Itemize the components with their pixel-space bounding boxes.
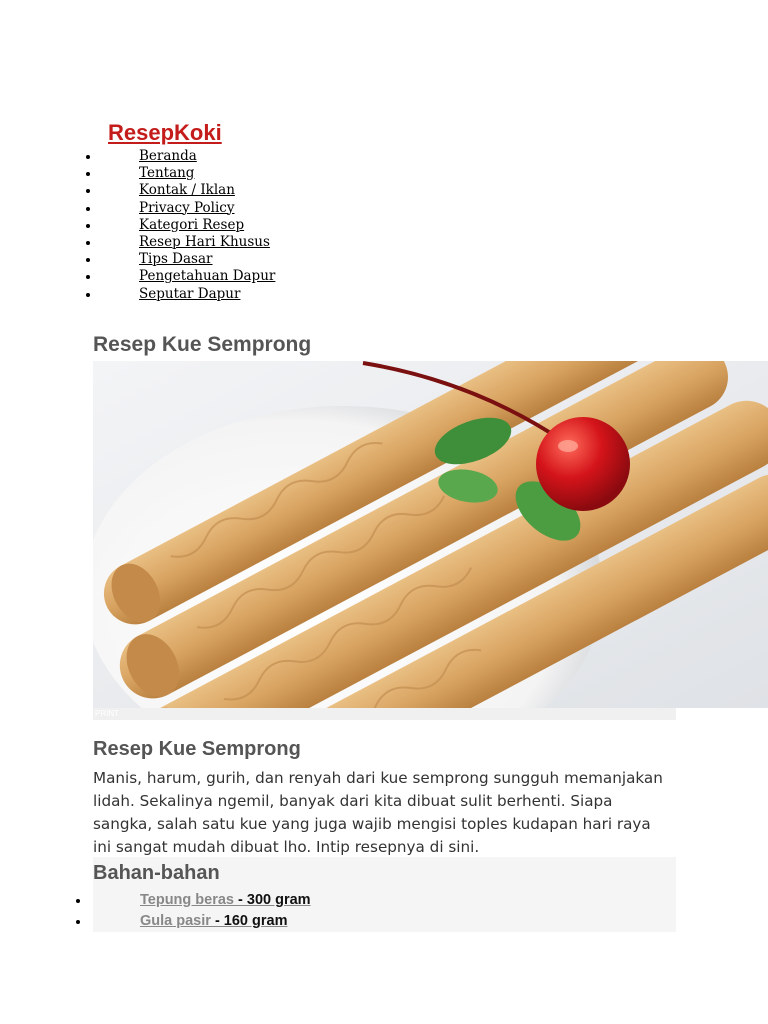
recipe-subtitle: Resep Kue Semprong [93,738,301,760]
bullet-icon [86,207,90,211]
ingredient-link[interactable]: Gula pasir [140,913,211,929]
bullet-icon [76,899,80,903]
bullet-icon [86,155,90,159]
bullet-icon [86,293,90,297]
recipe-description: Manis, harum, gurih, dan renyah dari kue semprong sungguh memanjakan lidah. Sekalinya ngemil, banyak dari kita dibuat sulit berhenti. Siapa sangka, salah satu kue yang juga wajib mengisi toples kudapan hari raya ini sangat mudah dibuat lho. Intip resepnya di sini. [93,769,663,856]
post-title: Resep Kue Semprong [93,333,312,356]
recipe-hero-image [93,361,768,708]
nav-link-privacy[interactable]: Privacy Policy [139,199,235,216]
nav-link-kategori[interactable]: Kategori Resep [139,216,245,233]
bullet-icon [86,172,90,176]
nav-link-tentang[interactable]: Tentang [139,165,195,182]
ingredient-row-0 [140,890,311,911]
nav-link-pengetahuan[interactable]: Pengetahuan Dapur [139,268,276,285]
kue-semprong-photo [93,361,768,708]
ingredient-amount: - 300 gram [234,892,311,908]
bullet-icon [76,920,80,924]
nav-link-kontak[interactable]: Kontak / Iklan [139,182,235,199]
image-caption: PRINT [95,709,119,718]
ingredient-row-1 [140,911,288,932]
nav-link-beranda[interactable]: Beranda [139,148,197,164]
bullet-icon [86,258,90,262]
nav-link-seputar[interactable]: Seputar Dapur [139,285,241,302]
site-logo[interactable]: ResepKoki [108,120,222,145]
nav-link-hari-khusus[interactable]: Resep Hari Khusus [139,233,270,250]
bullet-icon [86,241,90,245]
image-caption-bar [93,708,676,720]
ingredient-link[interactable]: Tepung beras [140,892,234,908]
ingredients-title: Bahan-bahan [93,862,220,884]
nav-link-tips[interactable]: Tips Dasar [139,251,213,268]
ingredient-amount: - 160 gram [210,913,288,929]
bullet-icon [86,224,90,228]
bullet-icon [86,275,90,279]
bullet-icon [86,189,90,193]
